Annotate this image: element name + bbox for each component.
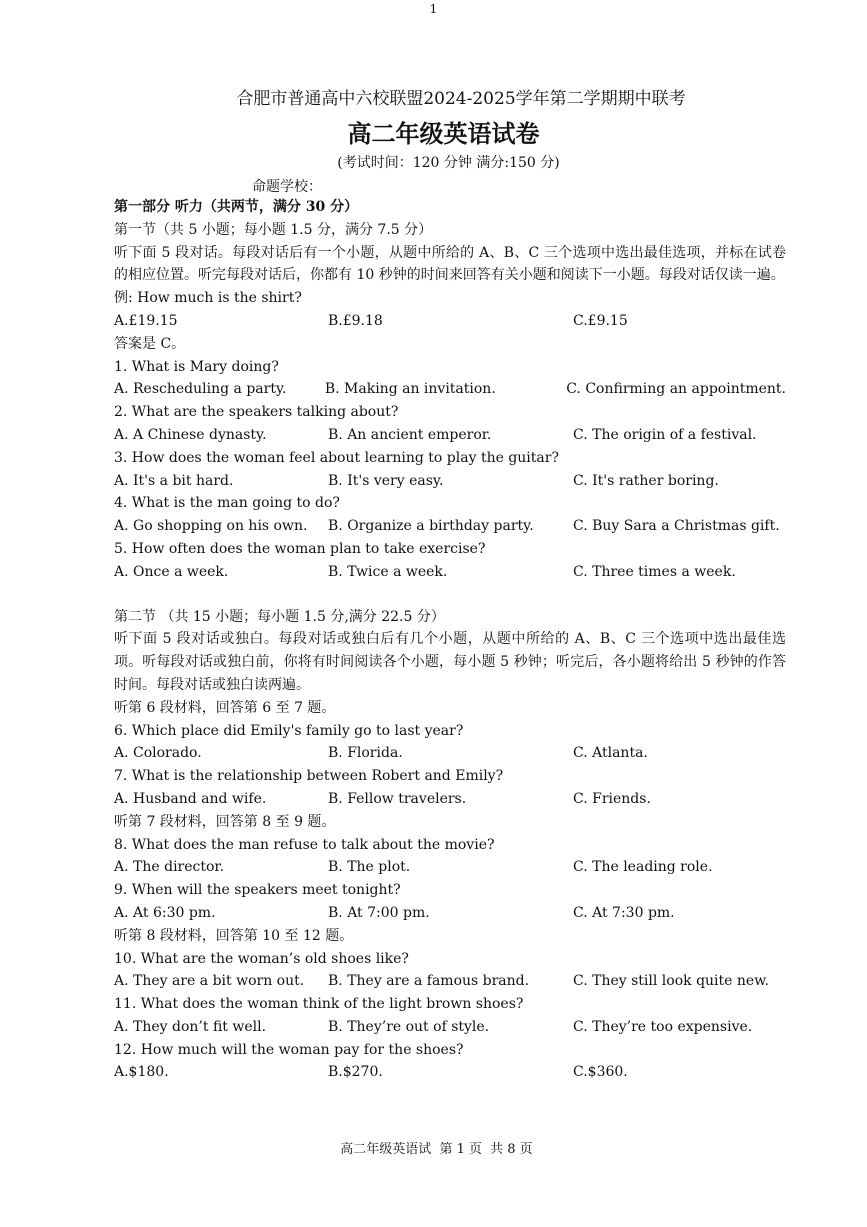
- question-12-options: [114, 1061, 786, 1084]
- option-b: B. Organize a birthday party.: [328, 518, 534, 535]
- question-4: 4. What is the man going to do?: [114, 495, 340, 512]
- exam-content: [114, 196, 786, 1084]
- option-b: B. They’re out of style.: [328, 1018, 490, 1035]
- school-label: 命题学校：: [252, 179, 322, 195]
- option-c: C. They’re too expensive.: [573, 1018, 753, 1035]
- question-2: 2. What are the speakers talking about?: [114, 404, 399, 421]
- material-7-heading: 听第 7 段材料，回答第 8 至 9 题。: [114, 813, 336, 830]
- question-8-options: [114, 856, 786, 879]
- question-9: 9. When will the speakers meet tonight?: [114, 882, 401, 899]
- example-answer: 答案是 C。: [114, 335, 186, 352]
- question-3: 3. How does the woman feel about learning to play the guitar?: [114, 449, 559, 466]
- part1-title: 第一部分 听力（共两节，满分 30 分）: [114, 199, 359, 215]
- option-a: A. Colorado.: [114, 745, 202, 762]
- question-12: 12. How much will the woman pay for the shoes?: [114, 1041, 464, 1058]
- footer-page: 第 1 页: [439, 1142, 482, 1157]
- option-b: B. An ancient emperor.: [328, 426, 492, 443]
- page-footer: [0, 1138, 867, 1157]
- question-5-options: [114, 561, 786, 584]
- option-a: A. It's a bit hard.: [114, 472, 234, 489]
- question-3-options: [114, 470, 786, 493]
- question-11: 11. What does the woman think of the light brown shoes?: [114, 996, 524, 1013]
- question-10: 10. What are the woman’s old shoes like?: [114, 950, 409, 967]
- option-c: C. Confirming an appointment.: [566, 381, 786, 398]
- option-a: A. They are a bit worn out.: [114, 973, 305, 990]
- option-c: C. At 7:30 pm.: [573, 904, 675, 921]
- option-b: B.$270.: [328, 1064, 383, 1081]
- option-c: C. Three times a week.: [573, 563, 736, 580]
- option-c: C. Friends.: [573, 790, 651, 807]
- option-a: A. They don’t fit well.: [114, 1018, 267, 1035]
- exam-title: 合肥市普通高中六校联盟2024-2025学年第二学期期中联考: [236, 89, 686, 109]
- option-c: C. Atlanta.: [573, 745, 648, 762]
- question-5: 5. How often does the woman plan to take exercise?: [114, 540, 486, 557]
- material-6-heading: 听第 6 段材料，回答第 6 至 7 题。: [114, 699, 336, 716]
- question-6-options: [114, 742, 786, 765]
- option-b: B. The plot.: [328, 859, 411, 876]
- question-8: 8. What does the man refuse to talk about the movie?: [114, 836, 495, 853]
- example-option-a: A.£19.15: [114, 312, 178, 329]
- option-a: A. Rescheduling a party.: [114, 381, 287, 398]
- option-a: A. Go shopping on his own.: [114, 518, 308, 535]
- page-title: 高二年级英语试卷: [347, 119, 540, 148]
- option-b: B. Florida.: [328, 745, 403, 762]
- example-option-c: C.£9.15: [573, 312, 628, 329]
- section1-title: 第一节（共 5 小题；每小题 1.5 分，满分 7.5 分）: [114, 221, 433, 238]
- option-a: A. Husband and wife.: [114, 790, 267, 807]
- question-11-options: [114, 1016, 786, 1039]
- option-b: B. At 7:00 pm.: [328, 904, 430, 921]
- option-c: C. It's rather boring.: [573, 472, 719, 489]
- section2-instructions: [114, 628, 786, 696]
- option-b: B. Fellow travelers.: [328, 790, 467, 807]
- section2-instructions-text: 听下面 5 段对话或独白。每段对话或独白后有几个小题，从题中所给的 A、B、C 三个选项中选出最佳选项。听每段对话或独白前，你将有时间阅读各个小题，每小题 5 秒钟；听完后，各小题将给出 5 秒钟的作答时间。每段对话或独白读两遍。: [114, 631, 786, 693]
- section2-title: 第二节 （共 15 小题；每小题 1.5 分,满分 22.5 分）: [114, 608, 445, 625]
- option-b: B. Making an invitation.: [324, 381, 496, 398]
- question-6: 6. Which place did Emily's family go to last year?: [114, 722, 464, 739]
- footer-total: 共 8 页: [490, 1142, 533, 1157]
- example-options: [114, 310, 786, 333]
- option-a: A. A Chinese dynasty.: [114, 426, 267, 443]
- example-question: 例: How much is the shirt?: [114, 290, 302, 307]
- option-b: B. Twice a week.: [328, 563, 448, 580]
- exam-info: (考试时间：120 分钟 满分:150 分): [337, 155, 560, 171]
- section1-instructions: [114, 242, 786, 288]
- material-8-heading: 听第 8 段材料，回答第 10 至 12 题。: [114, 927, 354, 944]
- question-2-options: [114, 424, 786, 447]
- question-9-options: [114, 902, 786, 925]
- question-10-options: [114, 970, 786, 993]
- section1-instructions-text: 听下面 5 段对话。每段对话后有一个小题，从题中所给的 A、B、C 三个选项中选出最佳选项，并标在试卷的相应位置。听完每段对话后，你都有 10 秒钟的时间来回答有关小题和阅读下一小题。每段对话仅读一遍。: [114, 244, 786, 284]
- option-a: A. The director.: [114, 859, 225, 876]
- option-a: A.$180.: [114, 1064, 169, 1081]
- page-number: 1: [429, 2, 438, 16]
- option-b: B. It's very easy.: [328, 472, 444, 489]
- option-a: A. At 6:30 pm.: [114, 904, 216, 921]
- option-c: C.$360.: [573, 1064, 628, 1081]
- question-7-options: [114, 788, 786, 811]
- option-c: C. They still look quite new.: [573, 973, 769, 990]
- question-7: 7. What is the relationship between Robert and Emily?: [114, 768, 504, 785]
- option-c: C. The origin of a festival.: [573, 426, 757, 443]
- example-option-b: B.£9.18: [328, 312, 383, 329]
- option-c: C. Buy Sara a Christmas gift.: [573, 518, 780, 535]
- option-b: B. They are a famous brand.: [328, 973, 530, 990]
- question-1-options: [114, 378, 786, 401]
- footer-subject: 高二年级英语试: [340, 1142, 432, 1157]
- option-c: C. The leading role.: [573, 859, 713, 876]
- question-1: 1. What is Mary doing?: [114, 358, 279, 375]
- section-spacer: [114, 584, 786, 606]
- option-a: A. Once a week.: [114, 563, 229, 580]
- question-4-options: [114, 515, 786, 538]
